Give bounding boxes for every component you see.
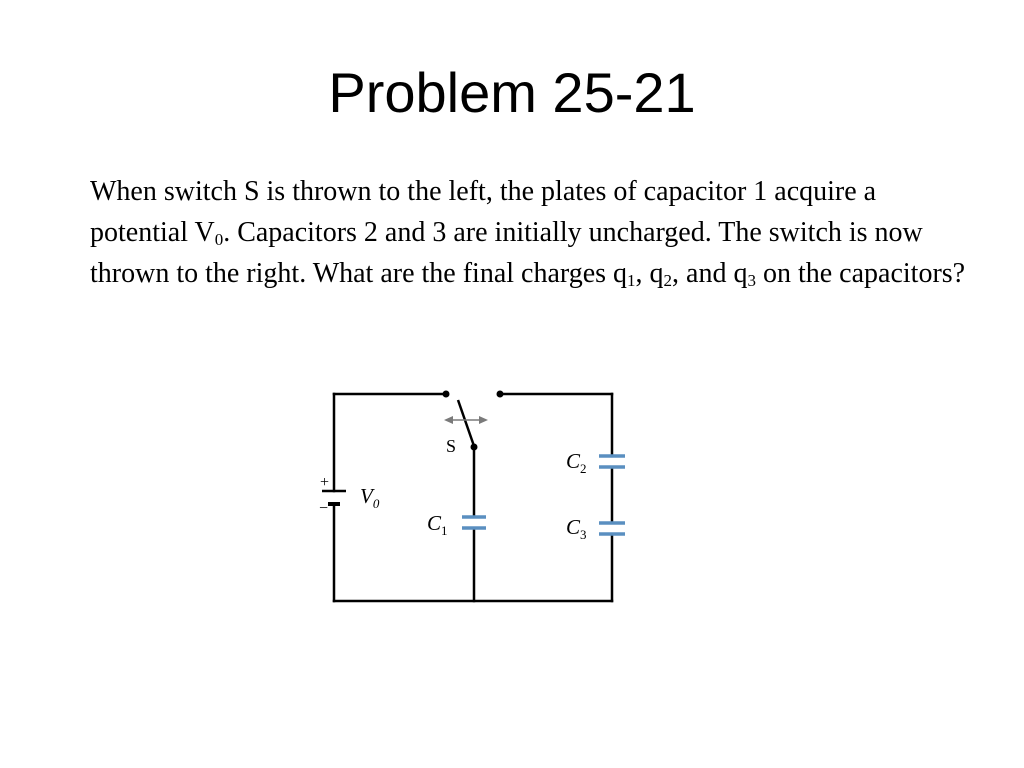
statement-text: , and q [672, 258, 748, 289]
capacitor-c3-label [566, 515, 587, 542]
capacitor-c2-label [566, 449, 587, 476]
statement-subscript: 2 [663, 271, 673, 290]
statement-text: on the capacitors? [755, 258, 966, 289]
c1-label-main: C [427, 511, 442, 535]
battery-minus-label: − [319, 500, 329, 517]
source-label-main: V [360, 484, 373, 508]
c2-label-main: C [566, 449, 581, 473]
battery-plus-label: + [320, 474, 330, 491]
statement-text: . Capacitors 2 and 3 are initially uncharged. The switch is now thrown to the right. What are the final charges q [90, 217, 923, 289]
statement-subscript: 1 [627, 271, 636, 290]
statement-subscript: 3 [747, 271, 756, 290]
slide-title: Problem 25-21 [328, 61, 696, 124]
source-label-sub: 0 [372, 496, 380, 511]
c1-label-sub: 1 [441, 523, 448, 538]
source-label [360, 484, 380, 511]
capacitor-c3-icon [599, 523, 625, 534]
capacitor-c2-icon [599, 456, 625, 467]
statement-subscript: 0 [214, 230, 224, 249]
problem-statement [90, 171, 970, 294]
capacitor-c1-label [427, 511, 448, 538]
switch-blade [458, 400, 474, 446]
switch-pivot [471, 444, 478, 451]
c3-label-main: C [566, 515, 581, 539]
switch-contact-left [443, 391, 450, 398]
statement-text: , q [635, 258, 664, 289]
capacitor-c1-icon [462, 517, 486, 528]
statement-text: When switch S is thrown to the left, the plates of capacitor 1 acquire a potential V [90, 176, 877, 248]
circuit-diagram [300, 370, 660, 620]
switch-label: S [446, 436, 457, 456]
switch-contact-right [497, 391, 504, 398]
c2-label-sub: 2 [580, 461, 587, 476]
c3-label-sub: 3 [580, 527, 587, 542]
